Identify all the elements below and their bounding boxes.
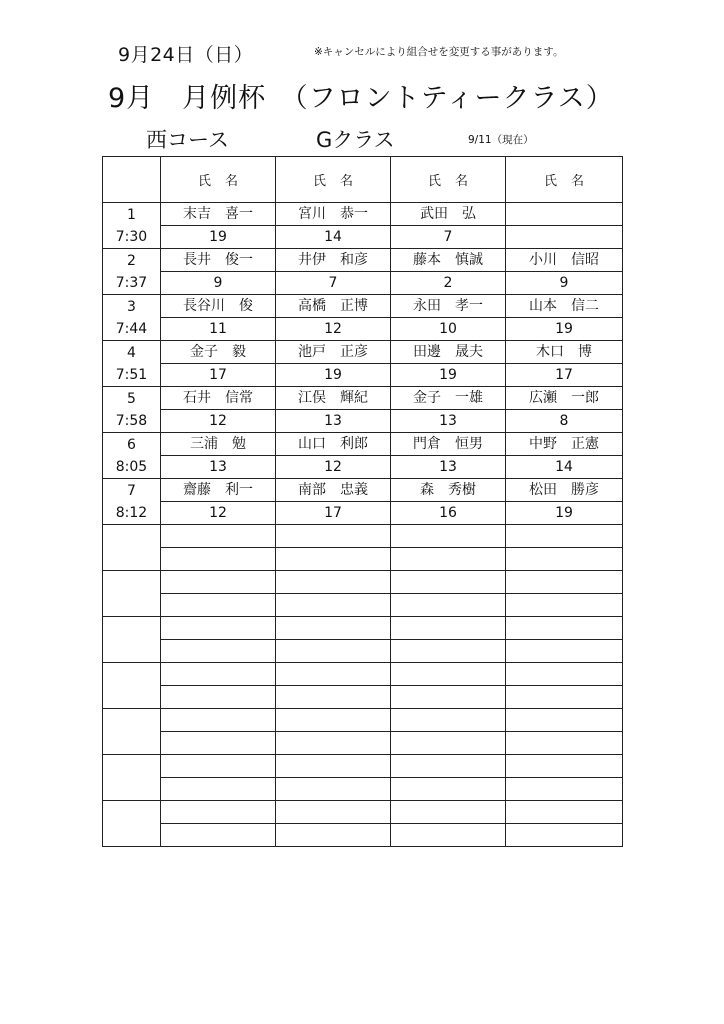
group-cell xyxy=(103,801,161,847)
player-name: 池戸 正彦 xyxy=(276,341,391,364)
as-of-date: 9/11（現在） xyxy=(468,134,534,146)
tee-time: 7:51 xyxy=(115,366,148,383)
player-handicap: 17 xyxy=(161,364,276,387)
player-name xyxy=(391,755,506,778)
player-handicap xyxy=(161,686,276,709)
player-handicap: 16 xyxy=(391,502,506,525)
player-handicap: 19 xyxy=(506,318,623,341)
table-row xyxy=(103,387,623,410)
player-handicap xyxy=(161,640,276,663)
player-name: 木口 博 xyxy=(506,341,623,364)
player-name: 江俣 輝紀 xyxy=(276,387,391,410)
player-name xyxy=(391,617,506,640)
table-header-row xyxy=(103,157,623,203)
table-row xyxy=(103,525,623,548)
table-row xyxy=(103,824,623,847)
player-handicap: 14 xyxy=(276,226,391,249)
player-name: 中野 正憲 xyxy=(506,433,623,456)
player-handicap xyxy=(391,824,506,847)
group-cell xyxy=(103,755,161,801)
player-name: 金子 一雄 xyxy=(391,387,506,410)
table-row xyxy=(103,410,623,433)
player-handicap xyxy=(276,594,391,617)
tee-time: 7:37 xyxy=(115,274,148,291)
player-handicap: 17 xyxy=(506,364,623,387)
player-name xyxy=(161,801,276,824)
player-handicap: 13 xyxy=(391,456,506,479)
group-cell xyxy=(103,341,161,387)
table-row xyxy=(103,203,623,226)
player-handicap: 9 xyxy=(161,272,276,295)
player-name: 末吉 喜一 xyxy=(161,203,276,226)
column-header xyxy=(391,157,506,203)
table-row xyxy=(103,686,623,709)
group-cell xyxy=(103,387,161,433)
table-row xyxy=(103,341,623,364)
player-handicap xyxy=(276,778,391,801)
table-row xyxy=(103,502,623,525)
group-cell xyxy=(103,295,161,341)
table-row xyxy=(103,571,623,594)
group-number: 3 xyxy=(127,298,136,315)
player-name: 齋藤 利一 xyxy=(161,479,276,502)
table-row xyxy=(103,433,623,456)
group-cell xyxy=(103,709,161,755)
player-handicap xyxy=(161,732,276,755)
table-row xyxy=(103,663,623,686)
player-handicap: 10 xyxy=(391,318,506,341)
player-name xyxy=(391,525,506,548)
table-row xyxy=(103,548,623,571)
header-blank-cell xyxy=(103,157,161,203)
player-name xyxy=(391,709,506,732)
table-row xyxy=(103,295,623,318)
player-handicap: 8 xyxy=(506,410,623,433)
player-handicap: 13 xyxy=(391,410,506,433)
player-name xyxy=(276,571,391,594)
table-row xyxy=(103,732,623,755)
player-name: 三浦 勉 xyxy=(161,433,276,456)
table-row xyxy=(103,272,623,295)
player-handicap: 14 xyxy=(506,456,623,479)
player-handicap xyxy=(506,686,623,709)
player-handicap: 19 xyxy=(391,364,506,387)
player-handicap: 12 xyxy=(161,410,276,433)
group-cell xyxy=(103,479,161,525)
player-name xyxy=(506,663,623,686)
group-cell xyxy=(103,663,161,709)
player-handicap xyxy=(506,226,623,249)
player-name: 小川 信昭 xyxy=(506,249,623,272)
group-cell xyxy=(103,571,161,617)
player-handicap xyxy=(506,594,623,617)
player-name: 長谷川 俊 xyxy=(161,295,276,318)
tee-time: 7:30 xyxy=(115,228,148,245)
player-name xyxy=(506,709,623,732)
player-name: 門倉 恒男 xyxy=(391,433,506,456)
player-name xyxy=(276,801,391,824)
player-name xyxy=(276,709,391,732)
player-name xyxy=(506,525,623,548)
player-name xyxy=(276,617,391,640)
player-handicap: 7 xyxy=(276,272,391,295)
player-name: 永田 孝一 xyxy=(391,295,506,318)
player-name: 井伊 和彦 xyxy=(276,249,391,272)
player-name: 森 秀樹 xyxy=(391,479,506,502)
player-name xyxy=(506,755,623,778)
player-handicap xyxy=(161,594,276,617)
tee-time: 8:05 xyxy=(115,458,148,475)
player-name: 石井 信常 xyxy=(161,387,276,410)
player-name xyxy=(276,525,391,548)
player-name xyxy=(276,663,391,686)
group-cell xyxy=(103,617,161,663)
player-handicap: 9 xyxy=(506,272,623,295)
player-handicap xyxy=(391,732,506,755)
player-handicap: 19 xyxy=(506,502,623,525)
column-header-label: 氏名 xyxy=(543,174,598,189)
group-number: 6 xyxy=(127,436,136,453)
player-handicap: 2 xyxy=(391,272,506,295)
tee-time: 7:44 xyxy=(115,320,148,337)
player-handicap: 19 xyxy=(161,226,276,249)
player-name: 山口 利郎 xyxy=(276,433,391,456)
player-name xyxy=(161,755,276,778)
player-name xyxy=(506,617,623,640)
column-header-label: 氏名 xyxy=(427,174,482,189)
group-number: 1 xyxy=(127,206,136,223)
player-name: 松田 勝彦 xyxy=(506,479,623,502)
group-cell xyxy=(103,203,161,249)
player-name: 宮川 恭一 xyxy=(276,203,391,226)
player-name: 山本 信二 xyxy=(506,295,623,318)
tee-time: 7:58 xyxy=(115,412,148,429)
player-name xyxy=(161,525,276,548)
table-row xyxy=(103,226,623,249)
player-name: 田邊 晟夫 xyxy=(391,341,506,364)
table-row xyxy=(103,318,623,341)
table-row xyxy=(103,801,623,824)
player-handicap xyxy=(506,824,623,847)
player-handicap: 13 xyxy=(161,456,276,479)
date-line: 9月24日（日） xyxy=(118,44,254,66)
column-header-label: 氏名 xyxy=(312,174,367,189)
pairing-table xyxy=(102,156,623,847)
player-name xyxy=(391,663,506,686)
player-name xyxy=(506,801,623,824)
player-handicap xyxy=(506,778,623,801)
player-handicap xyxy=(161,548,276,571)
player-handicap xyxy=(391,640,506,663)
table-row xyxy=(103,456,623,479)
group-number: 7 xyxy=(127,482,136,499)
player-handicap: 12 xyxy=(276,456,391,479)
player-name xyxy=(161,663,276,686)
player-handicap: 13 xyxy=(276,410,391,433)
player-name xyxy=(161,571,276,594)
player-name: 長井 俊一 xyxy=(161,249,276,272)
table-row xyxy=(103,364,623,387)
player-handicap: 12 xyxy=(161,502,276,525)
player-name xyxy=(276,755,391,778)
table-row xyxy=(103,617,623,640)
column-header xyxy=(161,157,276,203)
course-label: 西コース xyxy=(146,128,229,152)
player-name xyxy=(506,571,623,594)
player-name xyxy=(161,709,276,732)
player-handicap xyxy=(391,594,506,617)
table-row xyxy=(103,479,623,502)
group-cell xyxy=(103,433,161,479)
player-name xyxy=(506,203,623,226)
player-handicap xyxy=(276,686,391,709)
table-row xyxy=(103,778,623,801)
player-handicap xyxy=(506,640,623,663)
player-handicap xyxy=(161,778,276,801)
player-handicap xyxy=(391,686,506,709)
player-name: 金子 毅 xyxy=(161,341,276,364)
table-body xyxy=(103,203,623,847)
player-name xyxy=(161,617,276,640)
column-header-label: 氏名 xyxy=(197,174,252,189)
group-cell xyxy=(103,249,161,295)
column-header xyxy=(506,157,623,203)
group-number: 2 xyxy=(127,252,136,269)
page-title: 9月 月例杯 （フロントティークラス） xyxy=(108,83,614,114)
table-row xyxy=(103,249,623,272)
column-header xyxy=(276,157,391,203)
player-name: 高橋 正博 xyxy=(276,295,391,318)
player-handicap: 7 xyxy=(391,226,506,249)
player-handicap xyxy=(276,548,391,571)
player-handicap xyxy=(391,548,506,571)
player-handicap xyxy=(276,640,391,663)
player-name xyxy=(391,801,506,824)
player-handicap: 19 xyxy=(276,364,391,387)
player-name xyxy=(391,571,506,594)
cancellation-notice: ※キャンセルにより組合せを変更する事があります。 xyxy=(314,46,564,58)
class-label: Gクラス xyxy=(316,128,395,152)
group-number: 5 xyxy=(127,390,136,407)
tee-time: 8:12 xyxy=(115,504,148,521)
group-cell xyxy=(103,525,161,571)
player-handicap xyxy=(276,824,391,847)
player-handicap: 12 xyxy=(276,318,391,341)
group-number: 4 xyxy=(127,344,136,361)
player-name: 広瀬 一郎 xyxy=(506,387,623,410)
player-handicap: 11 xyxy=(161,318,276,341)
player-name: 武田 弘 xyxy=(391,203,506,226)
player-handicap xyxy=(276,732,391,755)
player-handicap xyxy=(506,548,623,571)
player-handicap xyxy=(391,778,506,801)
table-row xyxy=(103,594,623,617)
player-handicap: 17 xyxy=(276,502,391,525)
player-name: 南部 忠義 xyxy=(276,479,391,502)
player-handicap xyxy=(506,732,623,755)
table-row xyxy=(103,755,623,778)
table-row xyxy=(103,709,623,732)
table-row xyxy=(103,640,623,663)
player-handicap xyxy=(161,824,276,847)
player-name: 藤本 慎誠 xyxy=(391,249,506,272)
